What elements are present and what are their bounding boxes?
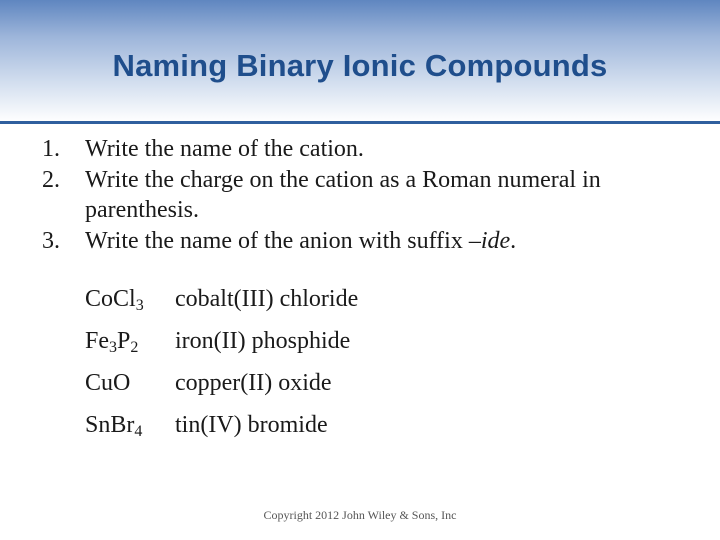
step-text: Write the name of the anion with suffix [85,228,469,254]
chemical-formula [85,284,175,314]
step-item [42,165,702,225]
examples-table [85,284,358,452]
chemical-formula [85,410,175,440]
slide-title: Naming Binary Ionic Compounds [112,48,608,83]
title-divider [0,121,720,124]
example-row [85,284,358,326]
example-row [85,326,358,368]
formula-element: P [117,328,131,354]
formula-subscript: 4 [134,423,143,440]
formula-element: O [113,370,131,396]
formula-element: Br [110,412,135,438]
step-text: Write the charge on the cation as a Roman numeral in parenthesis. [85,167,601,223]
formula-element: Cu [85,370,114,396]
chemical-formula [85,368,175,398]
formula-element: Fe [85,328,109,354]
formula-subscript: 2 [130,339,139,356]
step-number: 2. [42,167,60,193]
formula-element: Co [85,286,114,312]
step-item [42,134,702,164]
example-row [85,368,358,410]
compound-name: cobalt(III) chloride [175,286,359,312]
formula-element: Cl [113,286,136,312]
step-item [42,226,702,256]
step-text: Write the name of the cation. [85,136,364,162]
compound-name: iron(II) phosphide [175,328,351,354]
step-number: 3. [42,228,60,254]
example-row [85,410,358,452]
step-number: 1. [42,136,60,162]
suffix-text: –ide [468,228,511,254]
formula-subscript: 3 [109,339,117,356]
step-text-end: . [510,228,517,254]
compound-name: tin(IV) bromide [175,412,328,438]
chemical-formula [85,326,175,356]
compound-name: copper(II) oxide [175,370,332,396]
copyright-notice: Copyright 2012 John Wiley & Sons, Inc [263,508,457,522]
formula-subscript: 3 [135,297,144,314]
formula-element: Sn [85,412,111,438]
steps-list [42,134,702,257]
